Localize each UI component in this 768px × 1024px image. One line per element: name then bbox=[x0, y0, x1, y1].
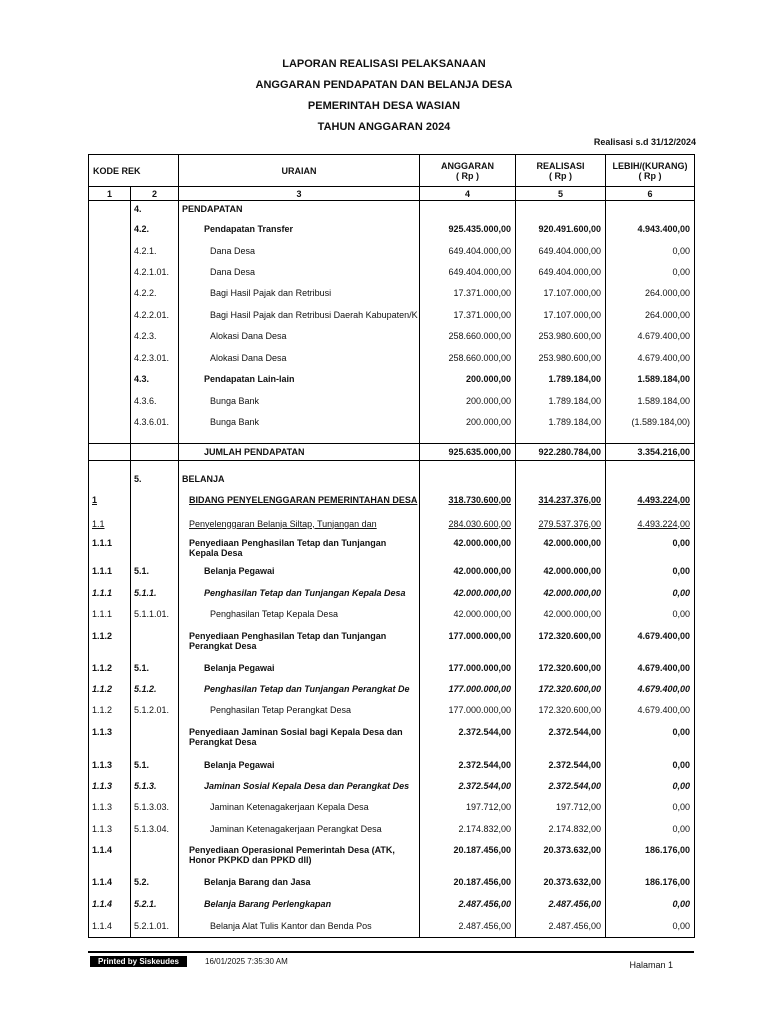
uraian-cell: JUMLAH PENDAPATAN bbox=[179, 444, 420, 461]
kode-rek-2 bbox=[131, 535, 179, 563]
realisasi-cell: 42.000.000,00 bbox=[516, 563, 606, 585]
uraian-cell: Dana Desa bbox=[179, 243, 420, 264]
kode-rek-2: 5.1.3.03. bbox=[131, 799, 179, 821]
lebih-kurang-cell: 0,00 bbox=[606, 606, 695, 628]
kode-rek-1: 1.1.3 bbox=[89, 778, 131, 799]
uraian-cell: Jaminan Sosial Kepala Desa dan Perangkat Des bbox=[179, 778, 420, 799]
table-row bbox=[89, 842, 695, 874]
realisasi-cell: 42.000.000,00 bbox=[516, 606, 606, 628]
anggaran-cell: 258.660.000,00 bbox=[420, 328, 516, 350]
realisasi-cell: 922.280.784,00 bbox=[516, 444, 606, 461]
kode-rek-2 bbox=[131, 724, 179, 757]
kode-rek-2: 5.1.3.04. bbox=[131, 821, 179, 842]
kode-rek-2: 5.1. bbox=[131, 660, 179, 681]
uraian-cell: BELANJA bbox=[179, 471, 420, 492]
table-row bbox=[89, 264, 695, 285]
kode-rek-2 bbox=[131, 444, 179, 461]
spacer-row bbox=[89, 461, 695, 471]
anggaran-cell: 177.000.000,00 bbox=[420, 702, 516, 724]
kode-rek-2: 4.2.3.01. bbox=[131, 350, 179, 371]
lebih-kurang-cell: 1.589.184,00 bbox=[606, 371, 695, 393]
uraian-cell: Belanja Pegawai bbox=[179, 757, 420, 778]
kode-rek-1 bbox=[89, 350, 131, 371]
lebih-kurang-cell: 0,00 bbox=[606, 243, 695, 264]
realisasi-cell bbox=[516, 471, 606, 492]
lebih-kurang-cell: 4.943.400,00 bbox=[606, 221, 695, 243]
realisasi-cell: 314.237.376,00 bbox=[516, 492, 606, 516]
table-row bbox=[89, 393, 695, 414]
uraian-cell: Dana Desa bbox=[179, 264, 420, 285]
realisasi-cell: 2.372.544,00 bbox=[516, 778, 606, 799]
realisasi-cell: 172.320.600,00 bbox=[516, 702, 606, 724]
lebih-kurang-cell: 4.679.400,00 bbox=[606, 628, 695, 660]
anggaran-cell: 258.660.000,00 bbox=[420, 350, 516, 371]
realisasi-cell: 1.789.184,00 bbox=[516, 371, 606, 393]
lebih-kurang-cell: 4.679.400,00 bbox=[606, 328, 695, 350]
realisasi-cell: 197.712,00 bbox=[516, 799, 606, 821]
kode-rek-2: 4.2.1. bbox=[131, 243, 179, 264]
anggaran-cell: 925.635.000,00 bbox=[420, 444, 516, 461]
header-uraian: URAIAN bbox=[179, 155, 420, 187]
anggaran-cell: 20.187.456,00 bbox=[420, 842, 516, 874]
lebih-kurang-cell: 0,00 bbox=[606, 535, 695, 563]
realisasi-cell: 2.174.832,00 bbox=[516, 821, 606, 842]
table-row bbox=[89, 918, 695, 938]
kode-rek-1: 1.1 bbox=[89, 516, 131, 535]
table-row bbox=[89, 606, 695, 628]
lebih-kurang-cell: 0,00 bbox=[606, 264, 695, 285]
kode-rek-2: 4.2.2. bbox=[131, 285, 179, 307]
kode-rek-2: 5.1.3. bbox=[131, 778, 179, 799]
realisasi-cell: 1.789.184,00 bbox=[516, 414, 606, 434]
realisasi-cell: 253.980.600,00 bbox=[516, 350, 606, 371]
realisasi-cell: 2.372.544,00 bbox=[516, 757, 606, 778]
realisasi-cell: 649.404.000,00 bbox=[516, 243, 606, 264]
table-row bbox=[89, 350, 695, 371]
anggaran-cell: 2.487.456,00 bbox=[420, 918, 516, 938]
kode-rek-1 bbox=[89, 243, 131, 264]
realisasi-cell: 1.789.184,00 bbox=[516, 393, 606, 414]
realisasi-cell: 172.320.600,00 bbox=[516, 628, 606, 660]
kode-rek-2: 5.1.2. bbox=[131, 681, 179, 702]
kode-rek-2: 5. bbox=[131, 471, 179, 492]
kode-rek-1: 1.1.2 bbox=[89, 660, 131, 681]
table-row bbox=[89, 799, 695, 821]
uraian-cell: Alokasi Dana Desa bbox=[179, 328, 420, 350]
realisasi-cell: 920.491.600,00 bbox=[516, 221, 606, 243]
kode-rek-1: 1.1.1 bbox=[89, 563, 131, 585]
kode-rek-1: 1.1.1 bbox=[89, 535, 131, 563]
anggaran-cell: 197.712,00 bbox=[420, 799, 516, 821]
spacer-row bbox=[89, 434, 695, 444]
kode-rek-1 bbox=[89, 201, 131, 221]
page-number: Halaman 1 bbox=[629, 960, 673, 970]
kode-rek-1 bbox=[89, 444, 131, 461]
uraian-cell: Penghasilan Tetap dan Tunjangan Kepala Desa bbox=[179, 585, 420, 606]
header-kode-rek: KODE REK bbox=[89, 155, 179, 187]
uraian-cell: BIDANG PENYELENGGARAN PEMERINTAHAN DESA bbox=[179, 492, 420, 516]
kode-rek-2: 5.1. bbox=[131, 757, 179, 778]
lebih-kurang-cell: 4.679.400,00 bbox=[606, 702, 695, 724]
col-number: 1 bbox=[89, 187, 131, 201]
anggaran-cell: 200.000,00 bbox=[420, 414, 516, 434]
anggaran-cell: 2.372.544,00 bbox=[420, 724, 516, 757]
header-anggaran: ANGGARAN ( Rp ) bbox=[420, 155, 516, 187]
table-row bbox=[89, 492, 695, 516]
report-table bbox=[88, 154, 695, 938]
kode-rek-2: 4.2.3. bbox=[131, 328, 179, 350]
kode-rek-2: 4.3.6. bbox=[131, 393, 179, 414]
table-row bbox=[89, 285, 695, 307]
kode-rek-2: 5.1.2.01. bbox=[131, 702, 179, 724]
kode-rek-2 bbox=[131, 492, 179, 516]
kode-rek-2 bbox=[131, 628, 179, 660]
anggaran-cell: 2.487.456,00 bbox=[420, 896, 516, 918]
kode-rek-2: 5.2. bbox=[131, 874, 179, 896]
realisasi-cell: 2.487.456,00 bbox=[516, 918, 606, 938]
uraian-cell: Jaminan Ketenagakerjaan Perangkat Desa bbox=[179, 821, 420, 842]
realisasi-cell: 172.320.600,00 bbox=[516, 660, 606, 681]
kode-rek-1: 1.1.2 bbox=[89, 628, 131, 660]
lebih-kurang-cell: 0,00 bbox=[606, 757, 695, 778]
kode-rek-1 bbox=[89, 414, 131, 434]
header-realisasi: REALISASI ( Rp ) bbox=[516, 155, 606, 187]
lebih-kurang-cell: 0,00 bbox=[606, 724, 695, 757]
realisasi-cell: 20.373.632,00 bbox=[516, 842, 606, 874]
uraian-cell: Belanja Barang Perlengkapan bbox=[179, 896, 420, 918]
table-row bbox=[89, 757, 695, 778]
anggaran-cell: 177.000.000,00 bbox=[420, 660, 516, 681]
anggaran-cell: 20.187.456,00 bbox=[420, 874, 516, 896]
uraian-cell: Penghasilan Tetap Kepala Desa bbox=[179, 606, 420, 628]
report-title-2: ANGGARAN PENDAPATAN DAN BELANJA DESA bbox=[255, 79, 513, 91]
table-row bbox=[89, 660, 695, 681]
kode-rek-2 bbox=[131, 842, 179, 874]
realisasi-cell: 279.537.376,00 bbox=[516, 516, 606, 535]
anggaran-cell: 2.372.544,00 bbox=[420, 757, 516, 778]
anggaran-cell: 200.000,00 bbox=[420, 393, 516, 414]
uraian-cell: Pendapatan Lain-lain bbox=[179, 371, 420, 393]
realisasi-cell: 172.320.600,00 bbox=[516, 681, 606, 702]
kode-rek-2: 4. bbox=[131, 201, 179, 221]
anggaran-cell: 17.371.000,00 bbox=[420, 285, 516, 307]
table-row bbox=[89, 628, 695, 660]
realisasi-cell: 42.000.000,00 bbox=[516, 585, 606, 606]
kode-rek-1 bbox=[89, 221, 131, 243]
table-row bbox=[89, 535, 695, 563]
table-row bbox=[89, 307, 695, 328]
table-row bbox=[89, 896, 695, 918]
uraian-cell: Penghasilan Tetap dan Tunjangan Perangkat De bbox=[179, 681, 420, 702]
kode-rek-2: 4.2. bbox=[131, 221, 179, 243]
uraian-cell: PENDAPATAN bbox=[179, 201, 420, 221]
uraian-cell: Penyediaan Operasional Pemerintah Desa (ATK, Honor PKPKD dan PPKD dll) bbox=[179, 842, 420, 874]
table-row bbox=[89, 821, 695, 842]
kode-rek-1: 1.1.2 bbox=[89, 702, 131, 724]
realisasi-cell: 649.404.000,00 bbox=[516, 264, 606, 285]
uraian-cell: Penyelenggaran Belanja Siltap, Tunjangan dan bbox=[179, 516, 420, 535]
col-number: 3 bbox=[179, 187, 420, 201]
kode-rek-2: 5.2.1.01. bbox=[131, 918, 179, 938]
lebih-kurang-cell: 0,00 bbox=[606, 585, 695, 606]
kode-rek-1 bbox=[89, 285, 131, 307]
anggaran-cell: 17.371.000,00 bbox=[420, 307, 516, 328]
lebih-kurang-cell: 3.354.216,00 bbox=[606, 444, 695, 461]
table-row bbox=[89, 371, 695, 393]
kode-rek-2 bbox=[131, 516, 179, 535]
realisasi-cell: 17.107.000,00 bbox=[516, 285, 606, 307]
realisasi-cell bbox=[516, 201, 606, 221]
lebih-kurang-cell: 264.000,00 bbox=[606, 285, 695, 307]
uraian-cell: Pendapatan Transfer bbox=[179, 221, 420, 243]
kode-rek-2: 4.2.1.01. bbox=[131, 264, 179, 285]
table-row bbox=[89, 221, 695, 243]
kode-rek-1: 1.1.3 bbox=[89, 757, 131, 778]
anggaran-cell: 177.000.000,00 bbox=[420, 628, 516, 660]
kode-rek-1 bbox=[89, 307, 131, 328]
kode-rek-1: 1.1.4 bbox=[89, 842, 131, 874]
report-titles bbox=[0, 58, 768, 142]
uraian-cell: Alokasi Dana Desa bbox=[179, 350, 420, 371]
uraian-cell: Penyediaan Jaminan Sosial bagi Kepala Desa dan Perangkat Desa bbox=[179, 724, 420, 757]
uraian-cell: Bagi Hasil Pajak dan Retribusi Daerah Kabupaten/K bbox=[179, 307, 420, 328]
kode-rek-1 bbox=[89, 328, 131, 350]
kode-rek-1: 1.1.3 bbox=[89, 799, 131, 821]
table-row bbox=[89, 444, 695, 461]
lebih-kurang-cell: 186.176,00 bbox=[606, 842, 695, 874]
table-row bbox=[89, 201, 695, 221]
anggaran-cell: 2.372.544,00 bbox=[420, 778, 516, 799]
kode-rek-1: 1.1.3 bbox=[89, 821, 131, 842]
uraian-cell: Bunga Bank bbox=[179, 414, 420, 434]
print-date: 16/01/2025 7:35:30 AM bbox=[205, 957, 288, 966]
lebih-kurang-cell: 0,00 bbox=[606, 821, 695, 842]
uraian-cell: Penyediaan Penghasilan Tetap dan Tunjangan Perangkat Desa bbox=[179, 628, 420, 660]
anggaran-cell bbox=[420, 471, 516, 492]
anggaran-cell: 42.000.000,00 bbox=[420, 563, 516, 585]
kode-rek-1: 1.1.4 bbox=[89, 918, 131, 938]
kode-rek-1: 1.1.1 bbox=[89, 585, 131, 606]
uraian-cell: Belanja Alat Tulis Kantor dan Benda Pos bbox=[179, 918, 420, 938]
report-title-1: LAPORAN REALISASI PELAKSANAAN bbox=[282, 58, 486, 70]
anggaran-cell: 177.000.000,00 bbox=[420, 681, 516, 702]
table-row bbox=[89, 681, 695, 702]
kode-rek-1: 1.1.2 bbox=[89, 681, 131, 702]
col-number: 5 bbox=[516, 187, 606, 201]
uraian-cell: Bunga Bank bbox=[179, 393, 420, 414]
lebih-kurang-cell: 4.679.400,00 bbox=[606, 660, 695, 681]
report-title-4: TAHUN ANGGARAN 2024 bbox=[317, 121, 451, 133]
uraian-cell: Belanja Pegawai bbox=[179, 563, 420, 585]
col-number: 2 bbox=[131, 187, 179, 201]
kode-rek-2: 4.2.2.01. bbox=[131, 307, 179, 328]
realisasi-cell: 253.980.600,00 bbox=[516, 328, 606, 350]
realisasi-cell: 17.107.000,00 bbox=[516, 307, 606, 328]
kode-rek-2: 5.1. bbox=[131, 563, 179, 585]
lebih-kurang-cell: 4.679.400,00 bbox=[606, 681, 695, 702]
anggaran-cell: 42.000.000,00 bbox=[420, 585, 516, 606]
kode-rek-2: 5.2.1. bbox=[131, 896, 179, 918]
printed-by-badge: Printed by Siskeudes bbox=[90, 956, 187, 967]
footer-rule bbox=[88, 951, 694, 953]
anggaran-cell: 42.000.000,00 bbox=[420, 606, 516, 628]
table-row bbox=[89, 724, 695, 757]
lebih-kurang-cell: 0,00 bbox=[606, 896, 695, 918]
table-row bbox=[89, 778, 695, 799]
lebih-kurang-cell: 0,00 bbox=[606, 918, 695, 938]
kode-rek-2: 5.1.1.01. bbox=[131, 606, 179, 628]
anggaran-cell bbox=[420, 201, 516, 221]
anggaran-cell: 649.404.000,00 bbox=[420, 264, 516, 285]
as-of-date: Realisasi s.d 31/12/2024 bbox=[593, 137, 696, 147]
col-number: 4 bbox=[420, 187, 516, 201]
uraian-cell: Penyediaan Penghasilan Tetap dan Tunjangan Kepala Desa bbox=[179, 535, 420, 563]
table-row bbox=[89, 471, 695, 492]
anggaran-cell: 284.030.600,00 bbox=[420, 516, 516, 535]
table-row bbox=[89, 563, 695, 585]
lebih-kurang-cell: 264.000,00 bbox=[606, 307, 695, 328]
lebih-kurang-cell: 4.679.400,00 bbox=[606, 350, 695, 371]
lebih-kurang-cell: 0,00 bbox=[606, 799, 695, 821]
lebih-kurang-cell bbox=[606, 471, 695, 492]
uraian-cell: Belanja Barang dan Jasa bbox=[179, 874, 420, 896]
table-row bbox=[89, 414, 695, 434]
report-title-3: PEMERINTAH DESA WASIAN bbox=[307, 100, 461, 112]
table-row bbox=[89, 702, 695, 724]
kode-rek-1: 1.1.3 bbox=[89, 724, 131, 757]
kode-rek-1: 1 bbox=[89, 492, 131, 516]
col-number: 6 bbox=[606, 187, 695, 201]
uraian-cell: Bagi Hasil Pajak dan Retribusi bbox=[179, 285, 420, 307]
anggaran-cell: 200.000,00 bbox=[420, 371, 516, 393]
kode-rek-2: 5.1.1. bbox=[131, 585, 179, 606]
lebih-kurang-cell: 4.493.224,00 bbox=[606, 492, 695, 516]
header-lebih: LEBIH/(KURANG) ( Rp ) bbox=[606, 155, 695, 187]
kode-rek-2: 4.3. bbox=[131, 371, 179, 393]
lebih-kurang-cell: (1.589.184,00) bbox=[606, 414, 695, 434]
table-row bbox=[89, 328, 695, 350]
table-row bbox=[89, 243, 695, 264]
lebih-kurang-cell bbox=[606, 201, 695, 221]
realisasi-cell: 2.372.544,00 bbox=[516, 724, 606, 757]
anggaran-cell: 925.435.000,00 bbox=[420, 221, 516, 243]
kode-rek-1: 1.1.4 bbox=[89, 874, 131, 896]
kode-rek-1 bbox=[89, 371, 131, 393]
lebih-kurang-cell: 0,00 bbox=[606, 563, 695, 585]
kode-rek-1 bbox=[89, 471, 131, 492]
table-row bbox=[89, 874, 695, 896]
lebih-kurang-cell: 4.493.224,00 bbox=[606, 516, 695, 535]
kode-rek-1: 1.1.4 bbox=[89, 896, 131, 918]
table-row bbox=[89, 585, 695, 606]
anggaran-cell: 2.174.832,00 bbox=[420, 821, 516, 842]
anggaran-cell: 649.404.000,00 bbox=[420, 243, 516, 264]
realisasi-cell: 2.487.456,00 bbox=[516, 896, 606, 918]
table-row bbox=[89, 516, 695, 535]
anggaran-cell: 318.730.600,00 bbox=[420, 492, 516, 516]
lebih-kurang-cell: 0,00 bbox=[606, 778, 695, 799]
kode-rek-1 bbox=[89, 393, 131, 414]
uraian-cell: Penghasilan Tetap Perangkat Desa bbox=[179, 702, 420, 724]
uraian-cell: Belanja Pegawai bbox=[179, 660, 420, 681]
uraian-cell: Jaminan Ketenagakerjaan Kepala Desa bbox=[179, 799, 420, 821]
kode-rek-1: 1.1.1 bbox=[89, 606, 131, 628]
realisasi-cell: 42.000.000,00 bbox=[516, 535, 606, 563]
anggaran-cell: 42.000.000,00 bbox=[420, 535, 516, 563]
kode-rek-2: 4.3.6.01. bbox=[131, 414, 179, 434]
kode-rek-1 bbox=[89, 264, 131, 285]
lebih-kurang-cell: 1.589.184,00 bbox=[606, 393, 695, 414]
realisasi-cell: 20.373.632,00 bbox=[516, 874, 606, 896]
lebih-kurang-cell: 186.176,00 bbox=[606, 874, 695, 896]
